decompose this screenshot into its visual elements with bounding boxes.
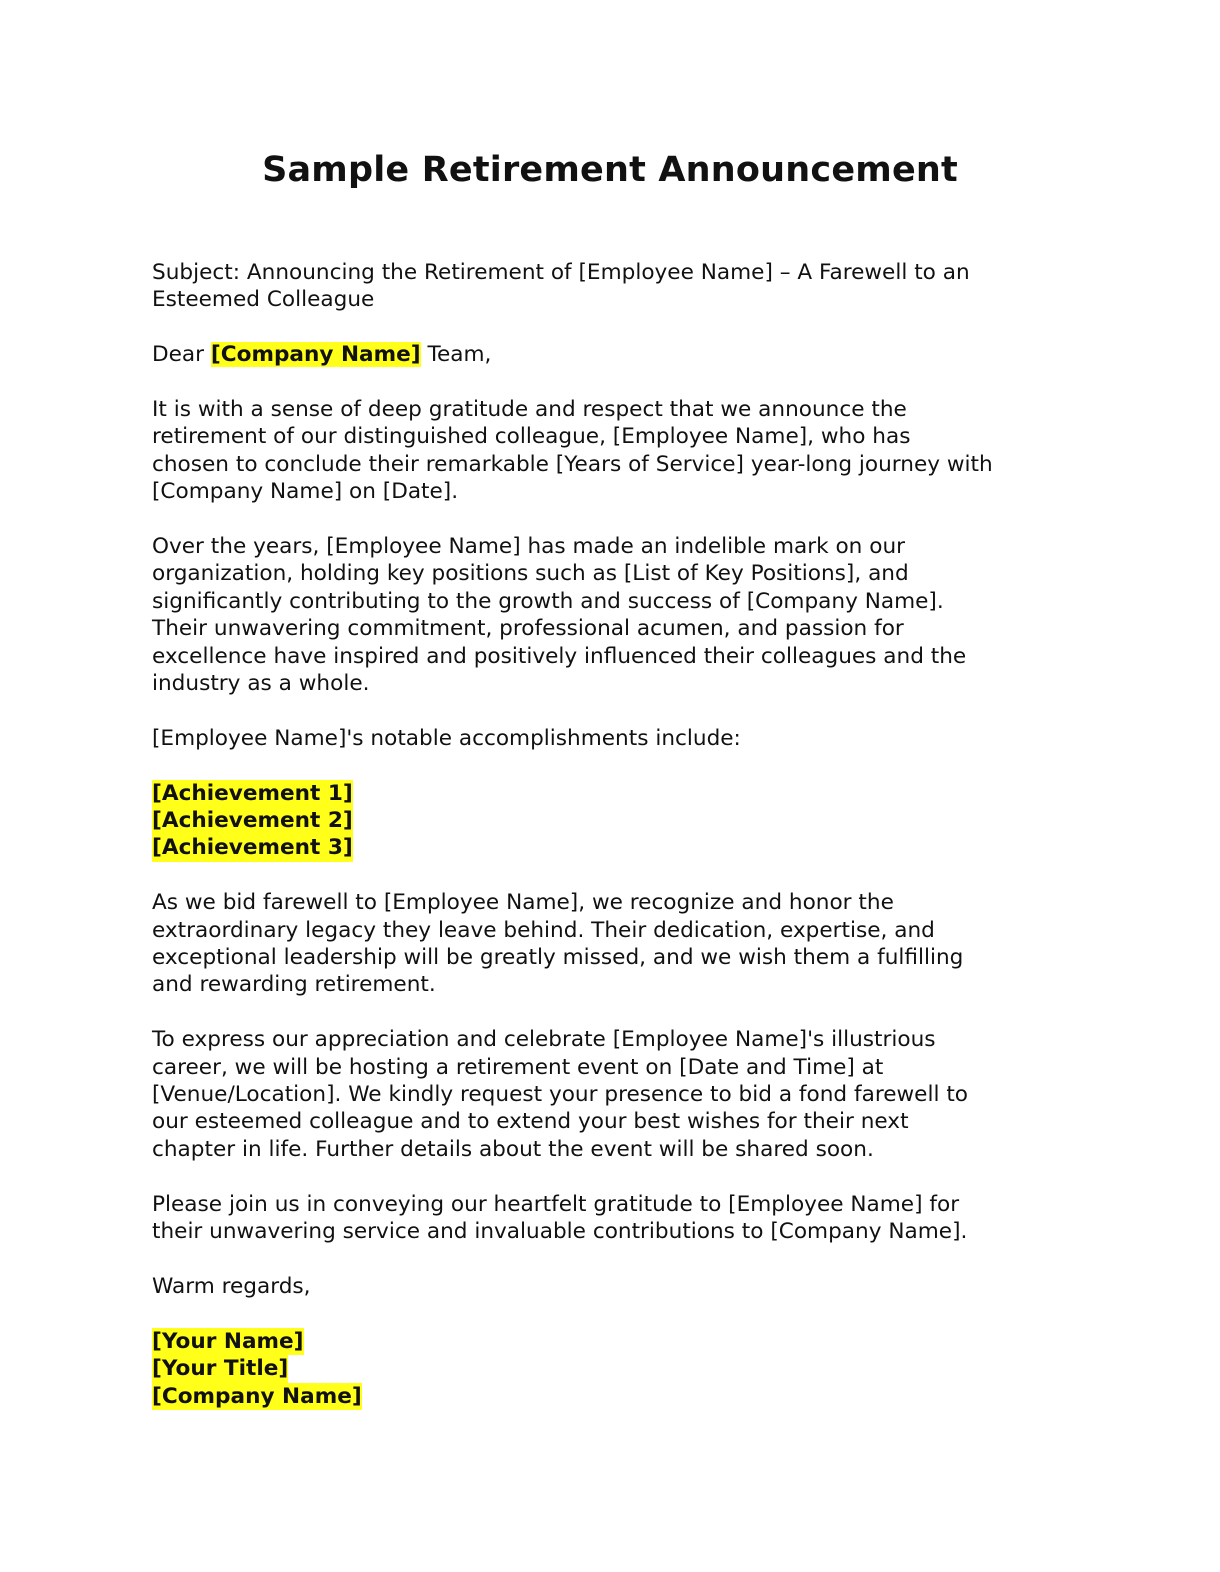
paragraph-event <box>152 1026 1092 1163</box>
text-line: Please join us in conveying our heartfelt gratitude to [Employee Name] for <box>152 1191 960 1217</box>
paragraph-farewell <box>152 889 1092 999</box>
text-line: career, we will be hosting a retirement event on [Date and Time] at <box>152 1054 884 1080</box>
text-line: and rewarding retirement. <box>152 972 436 998</box>
text-line: our esteemed colleague and to extend your best wishes for their next <box>152 1109 909 1135</box>
text-line: their unwavering service and invaluable contributions to [Company Name]. <box>152 1219 968 1245</box>
text-line: It is with a sense of deep gratitude and respect that we announce the <box>152 397 907 422</box>
subject-line-1: Subject: Announcing the Retirement of [Employee Name] – A Farewell to an <box>152 260 970 285</box>
text-line: [Company Name] on [Date]. <box>152 479 459 505</box>
achievement-3-placeholder: [Achievement 3] <box>152 835 353 861</box>
text-line: Their unwavering commitment, professional acumen, and passion for <box>152 616 904 642</box>
company-name-placeholder: [Company Name] <box>210 342 421 368</box>
paragraph-announcement <box>152 396 1092 506</box>
closing-text: Warm regards, <box>152 1273 311 1299</box>
text-line: [Venue/Location]. We kindly request your presence to bid a fond farewell to <box>152 1082 968 1108</box>
subject-line-2: Esteemed Colleague <box>152 287 375 313</box>
greeting-prefix: Dear <box>152 342 211 368</box>
subject-line <box>152 259 1092 314</box>
text-line: industry as a whole. <box>152 671 370 697</box>
text-line: excellence have inspired and positively influenced their colleagues and the <box>152 643 967 669</box>
text-line: exceptional leadership will be greatly missed, and we wish them a fulfilling <box>152 945 964 971</box>
your-title-placeholder: [Your Title] <box>152 1356 289 1382</box>
text-line: significantly contributing to the growth and success of [Company Name]. <box>152 588 944 614</box>
achievement-2-placeholder: [Achievement 2] <box>152 808 353 834</box>
text-line: chosen to conclude their remarkable [Years of Service] year-long journey with <box>152 451 993 477</box>
paragraph-contributions <box>152 533 1092 697</box>
text-line: chapter in life. Further details about the event will be shared soon. <box>152 1136 874 1162</box>
closing <box>152 1273 1092 1300</box>
signature-block <box>152 1328 1092 1410</box>
signature-company-placeholder: [Company Name] <box>152 1383 362 1409</box>
text-line: As we bid farewell to [Employee Name], we recognize and honor the <box>152 890 894 916</box>
achievements-list <box>152 780 1092 862</box>
paragraph-gratitude <box>152 1191 1092 1246</box>
text-line: [Employee Name]'s notable accomplishments include: <box>152 725 741 751</box>
text-line: Over the years, [Employee Name] has made an indelible mark on our <box>152 534 906 560</box>
achievement-1-placeholder: [Achievement 1] <box>152 780 353 806</box>
text-line: organization, holding key positions such as [List of Key Positions], and <box>152 561 909 587</box>
greeting <box>152 341 1092 368</box>
text-line: extraordinary legacy they leave behind. Their dedication, expertise, and <box>152 917 935 943</box>
text-line: To express our appreciation and celebrate [Employee Name]'s illustrious <box>152 1027 936 1053</box>
page-title: Sample Retirement Announcement <box>262 150 958 190</box>
letter-body <box>152 259 1092 1437</box>
accomplishments-intro <box>152 725 1092 752</box>
text-line: retirement of our distinguished colleague, [Employee Name], who has <box>152 424 911 450</box>
greeting-suffix: Team, <box>420 342 492 368</box>
your-name-placeholder: [Your Name] <box>152 1328 304 1354</box>
